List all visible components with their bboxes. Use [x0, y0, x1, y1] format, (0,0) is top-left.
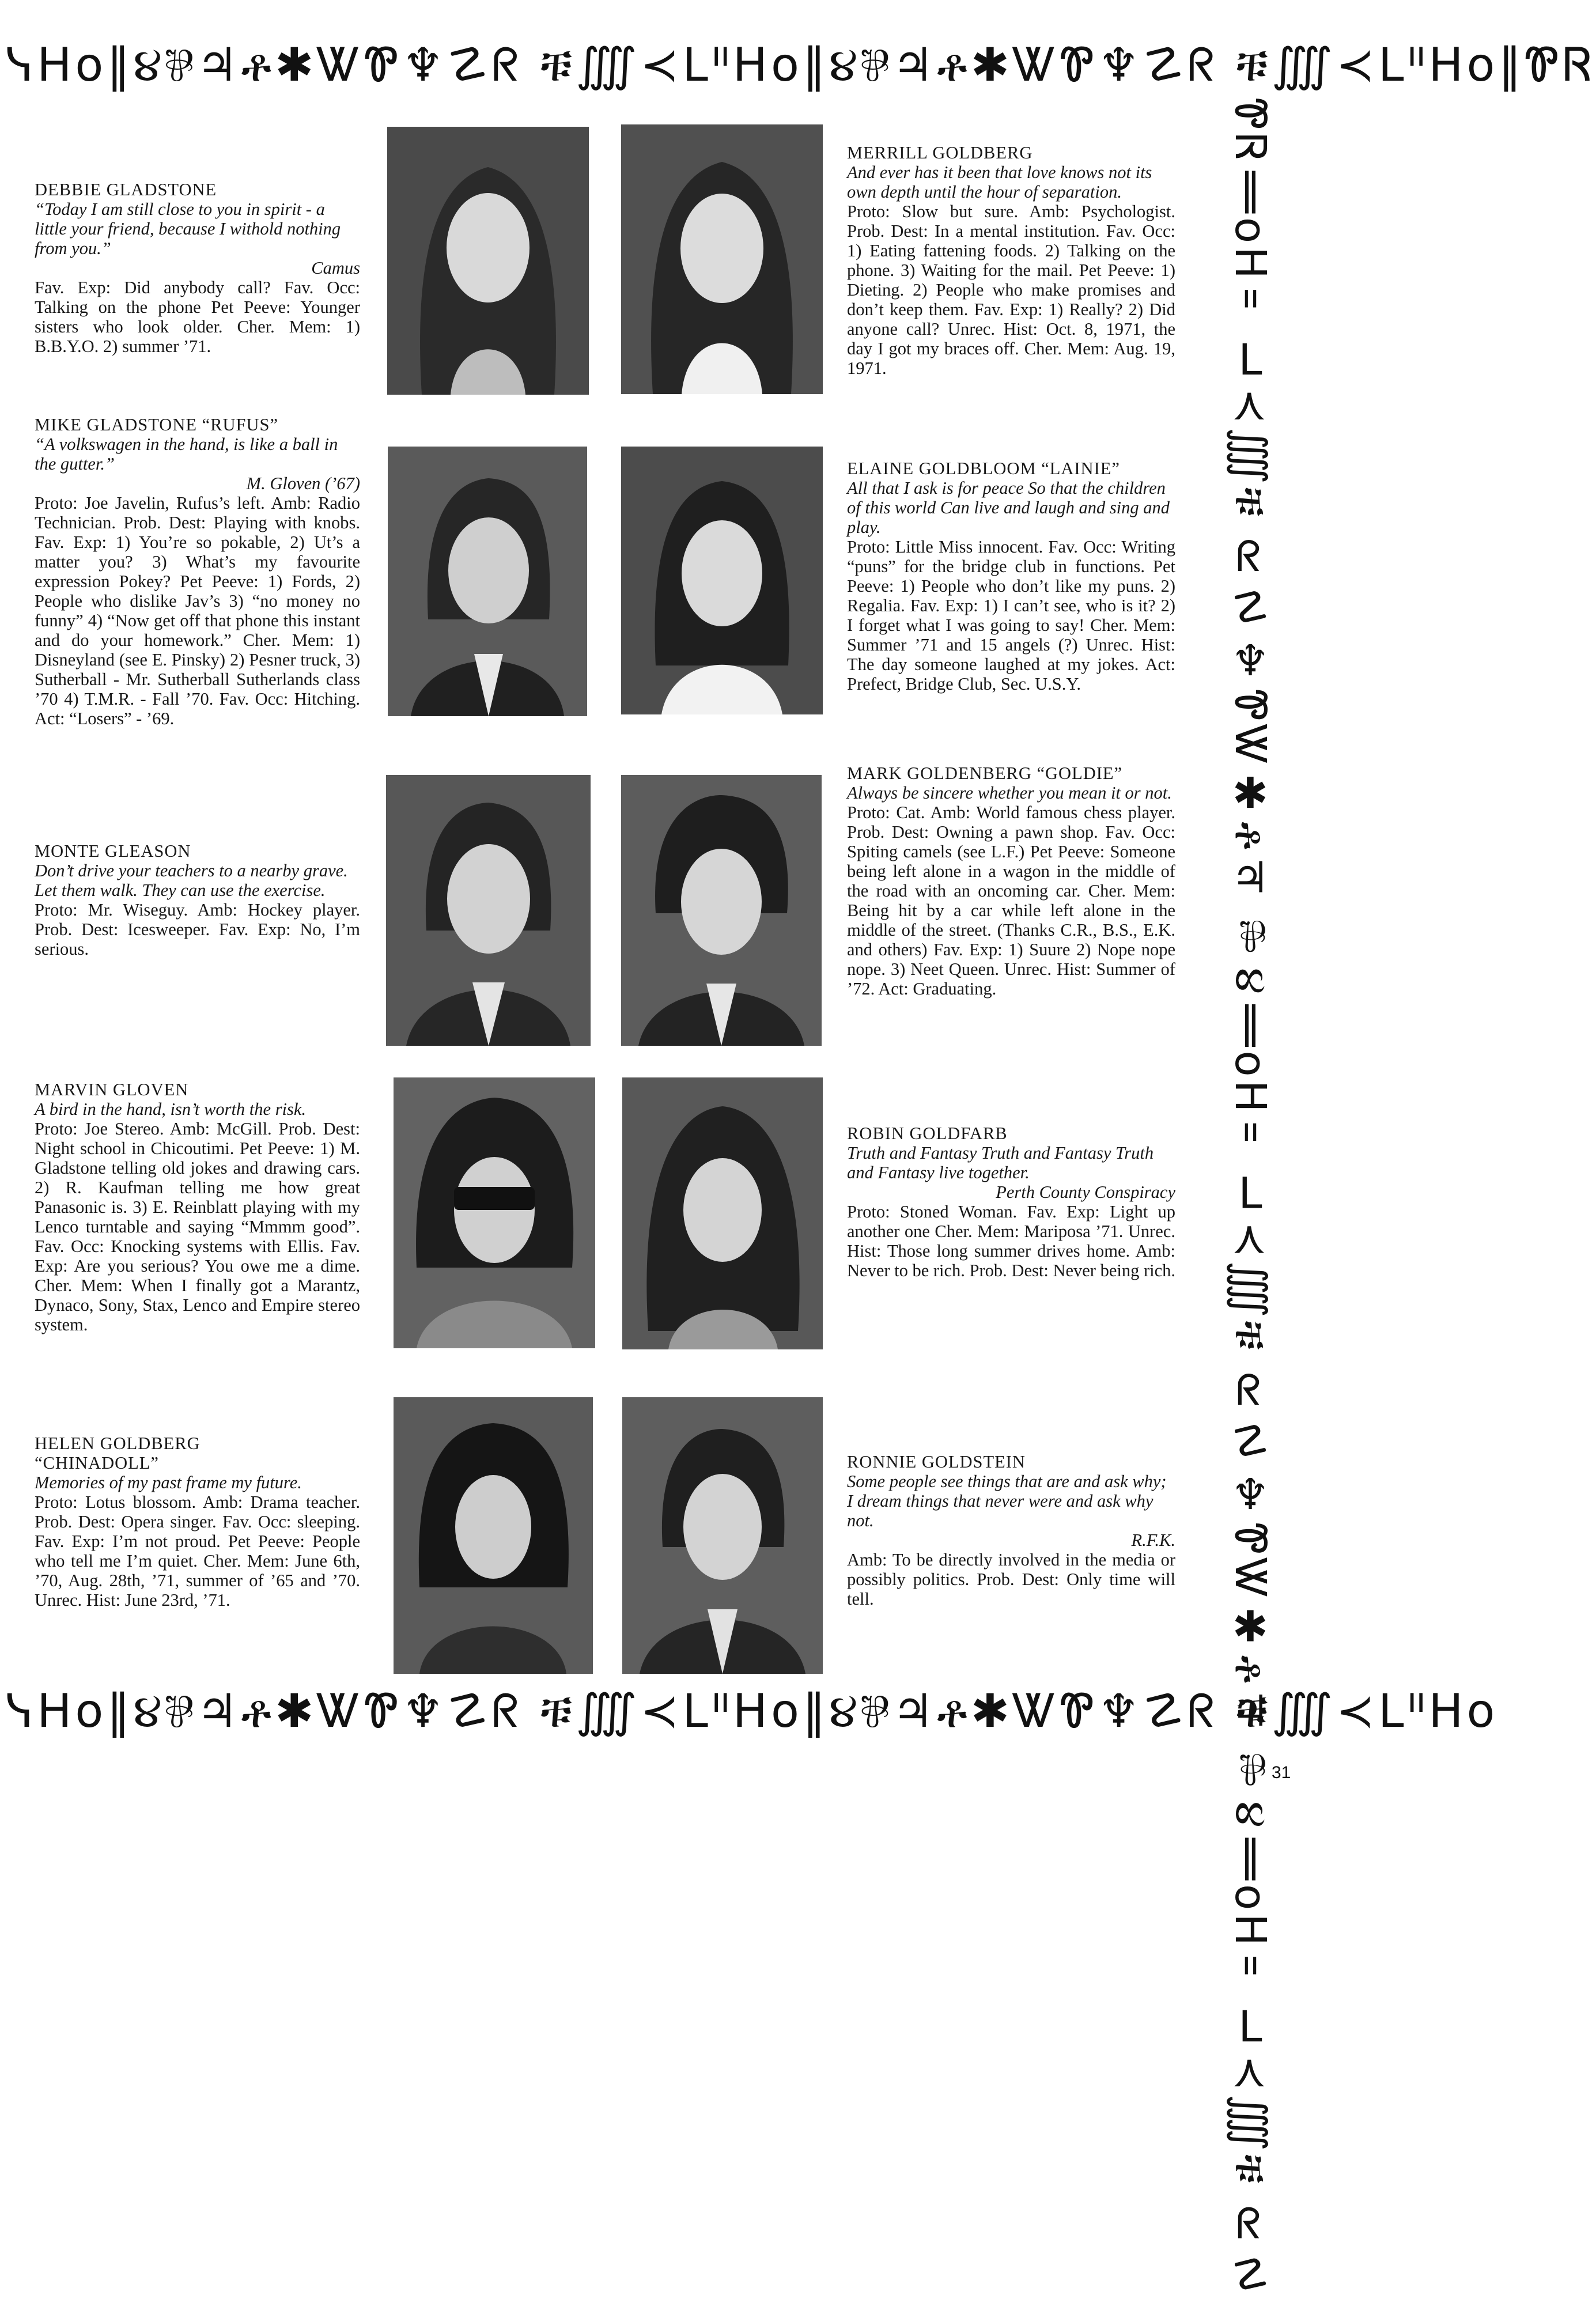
- portrait-robin: [622, 1077, 823, 1349]
- quote-attribution: R.F.K.: [1131, 1530, 1175, 1550]
- student-name: MONTE GLEASON: [35, 841, 191, 861]
- student-quote: All that I ask is for peace So that the children of this world Can live and laugh and sing and play.: [847, 478, 1170, 537]
- student-details: Proto: Slow but sure. Amb: Psychologist. Prob. Dest: In a mental institution. Fav. Occ: 1) Eating fattening foods. 2) Talking on the phone. 3) Waiting for the mail. Pet Peeve: 1) Dieting. 2) People who make promises and don’t keep them. Fav. Exp: 1) Really? 2) Did anyone call? Unrec. Hist: Oct. 8, 1971, the day I got my braces off. Cher. Mem: Aug. 19, 1971.: [847, 202, 1175, 378]
- student-details: Proto: Little Miss innocent. Fav. Occ: Writing “puns” for the bridge club in functions. Pet Peeve: 1) People who don’t like my puns. 2) Regalia. Fav. Exp: 1) I can’t see, who is it? 2) I forget what I was going to say! Cher. Mem: Summer ’71 and 15 angels (?) Unrec. Hist: The day someone laughed at my jokes. Act: Prefect, Bridge Club, Sec. U.S.Y.: [847, 537, 1175, 694]
- entry-merrill-goldberg: [847, 143, 1175, 378]
- entry-marvin-gloven: [35, 1080, 360, 1334]
- student-name: RONNIE GOLDSTEIN: [847, 1452, 1026, 1472]
- entry-elaine-goldbloom: [847, 459, 1175, 694]
- student-quote: “Today I am still close to you in spirit - a little your friend, because I withold nothing from you.”: [35, 199, 341, 258]
- student-name: MARVIN GLOVEN: [35, 1080, 189, 1099]
- student-quote: A bird in the hand, isn’t worth the risk.: [35, 1099, 307, 1119]
- student-quote: Always be sincere whether you mean it or not.: [847, 783, 1172, 803]
- student-details: Proto: Mr. Wiseguy. Amb: Hockey player. Prob. Dest: Icesweeper. Fav. Exp: No, I’m serious.: [35, 900, 360, 959]
- quote-attribution: Perth County Conspiracy: [996, 1182, 1175, 1202]
- student-quote: Don’t drive your teachers to a nearby grave. Let them walk. They can use the exercise.: [35, 861, 348, 900]
- entry-ronnie-goldstein: [847, 1452, 1175, 1609]
- student-quote: And ever has it been that love knows not its own depth until the hour of separation.: [847, 162, 1152, 202]
- student-details: Proto: Lotus blossom. Amb: Drama teacher. Prob. Dest: Opera singer. Fav. Occ: sleeping. Fav. Exp: I’m not proud. Pet Peeve: People who tell me I’m quiet. Cher. Mem: June 6th, ’70, Aug. 28th, ’71, summer of ’65 and ’70. Unrec. Hist: June 23rd, ’71.: [35, 1492, 360, 1610]
- portrait-marvin: [394, 1077, 595, 1348]
- portrait-elaine: [621, 447, 823, 714]
- student-details: Fav. Exp: Did anybody call? Fav. Occ: Talking on the phone Pet Peeve: Younger sisters who look older. Cher. Mem: 1) B.B.Y.O. 2) summer ’71.: [35, 278, 360, 356]
- decorative-border-bottom: ᓭHo‖૪⅌♃ቶ✱ᏔᏈ♆☡ᖇ ቹ⨌≺ᒪᐦHo‖૪⅌♃ቶ✱ᏔᏈ♆☡ᖇ ቹ⨌≺ᒪᐦHo: [6, 1684, 1499, 1738]
- quote-attribution: M. Gloven (’67): [246, 474, 360, 493]
- entry-debbie-gladstone: [35, 180, 360, 356]
- student-quote: Truth and Fantasy Truth and Fantasy Truth and Fantasy live together.: [847, 1143, 1154, 1182]
- student-name: HELEN GOLDBERG “CHINADOLL”: [35, 1434, 201, 1473]
- student-details: Proto: Joe Stereo. Amb: McGill. Prob. Dest: Night school in Chicoutimi. Pet Peeve: 1) M. Gladstone telling old jokes and drawing cars. 2) R. Kaufman telling me how great Panasonic is. 3) E. Reinblatt playing with my Lenco turntable and saying “Mmmm good”. Fav. Occ: Knocking systems with Ellis. Fav. Exp: Are you serious? You owe me a dime. Cher. Mem: When I finally got a Marantz, Dynaco, Sony, Stax, Lenco and Empire stereo system.: [35, 1119, 360, 1334]
- portrait-merrill: [621, 124, 823, 394]
- quote-attribution: Camus: [311, 258, 360, 278]
- portrait-helen: [394, 1397, 593, 1674]
- student-quote: “A volkswagen in the hand, is like a ball in the gutter.”: [35, 434, 338, 474]
- student-details: Proto: Joe Javelin, Rufus’s left. Amb: Radio Technician. Prob. Dest: Playing with knobs. Fav. Exp: 1) You’re so pokable, 2) Ut’s a matter you? 3) What’s my favourite expression Pokey? Pet Peeve: 1) Fords, 2) People who dislike Jav’s 3) “no money no funny” 4) “Now get off that phone this instant and do your homework.” Cher. Mem: 1) Disneyland (see E. Pinsky) 2) Pesner truck, 3) Sutherball - Mr. Sutherball Sutherlands class ’70 4) T.M.R. - Fall ’70. Fav. Occ: Hitching. Act: “Losers” - ’69.: [35, 493, 360, 728]
- decorative-border-top: ᓭHo‖૪⅌♃ቶ✱ᏔᏈ♆☡ᖇ ቹ⨌≺ᒪᐦHo‖૪⅌♃ቶ✱ᏔᏈ♆☡ᖇ ቹ⨌≺ᒪᐦHo‖ᏈᏒ: [6, 38, 1596, 92]
- student-name: DEBBIE GLADSTONE: [35, 180, 217, 199]
- entry-mike-gladstone: [35, 415, 360, 728]
- student-name: MIKE GLADSTONE “RUFUS”: [35, 415, 279, 434]
- entry-robin-goldfarb: [847, 1124, 1175, 1280]
- portrait-debbie: [387, 127, 589, 395]
- portrait-monte: [386, 775, 591, 1046]
- decorative-border-right: ᏈᏒ‖oHᐦᒪ≺⨌ቹ ᖇ☡♆ᏈᏔ✱ቶ♃⅌૪‖oHᐦᒪ≺⨌ቹ ᖇ☡♆ᏈᏔ✱ቶ♃⅌૪‖oHᐦᒪ≺⨌ቹ ᖇ☡: [1226, 98, 1275, 2303]
- student-details: Proto: Cat. Amb: World famous chess player. Prob. Dest: Owning a pawn shop. Fav. Occ: Spiting camels (see L.F.) Pet Peeve: Someone being left alone in a wagon in the middle of the road with an oncoming car. Cher. Mem: Being hit by a car while left alone in the middle of the street. (Thanks C.R., B.S., E.K. and others) Fav. Exp: 1) Suure 2) Nope nope nope. 3) Neet Queen. Unrec. Hist: Summer of ’72. Act: Graduating.: [847, 803, 1175, 999]
- page-number: 31: [1272, 1763, 1291, 1782]
- entry-helen-goldberg: [35, 1434, 360, 1610]
- portrait-mike: [388, 447, 587, 716]
- student-name: ROBIN GOLDFARB: [847, 1124, 1008, 1143]
- student-name: MERRILL GOLDBERG: [847, 143, 1033, 162]
- student-details: Amb: To be directly involved in the media or possibly politics. Prob. Dest: Only time will tell.: [847, 1550, 1175, 1609]
- portrait-mark: [621, 775, 822, 1046]
- student-name: MARK GOLDENBERG “GOLDIE”: [847, 763, 1123, 783]
- student-quote: Some people see things that are and ask why; I dream things that never were and ask why not.: [847, 1472, 1167, 1530]
- portrait-ronnie: [622, 1397, 823, 1674]
- student-details: Proto: Stoned Woman. Fav. Exp: Light up another one Cher. Mem: Mariposa ’71. Unrec. Hist: Those long summer drives home. Amb: Never to be rich. Prob. Dest: Never being rich.: [847, 1202, 1175, 1280]
- student-quote: Memories of my past frame my future.: [35, 1473, 302, 1492]
- entry-mark-goldenberg: [847, 763, 1175, 999]
- entry-monte-gleason: [35, 841, 360, 959]
- student-name: ELAINE GOLDBLOOM “LAINIE”: [847, 459, 1120, 478]
